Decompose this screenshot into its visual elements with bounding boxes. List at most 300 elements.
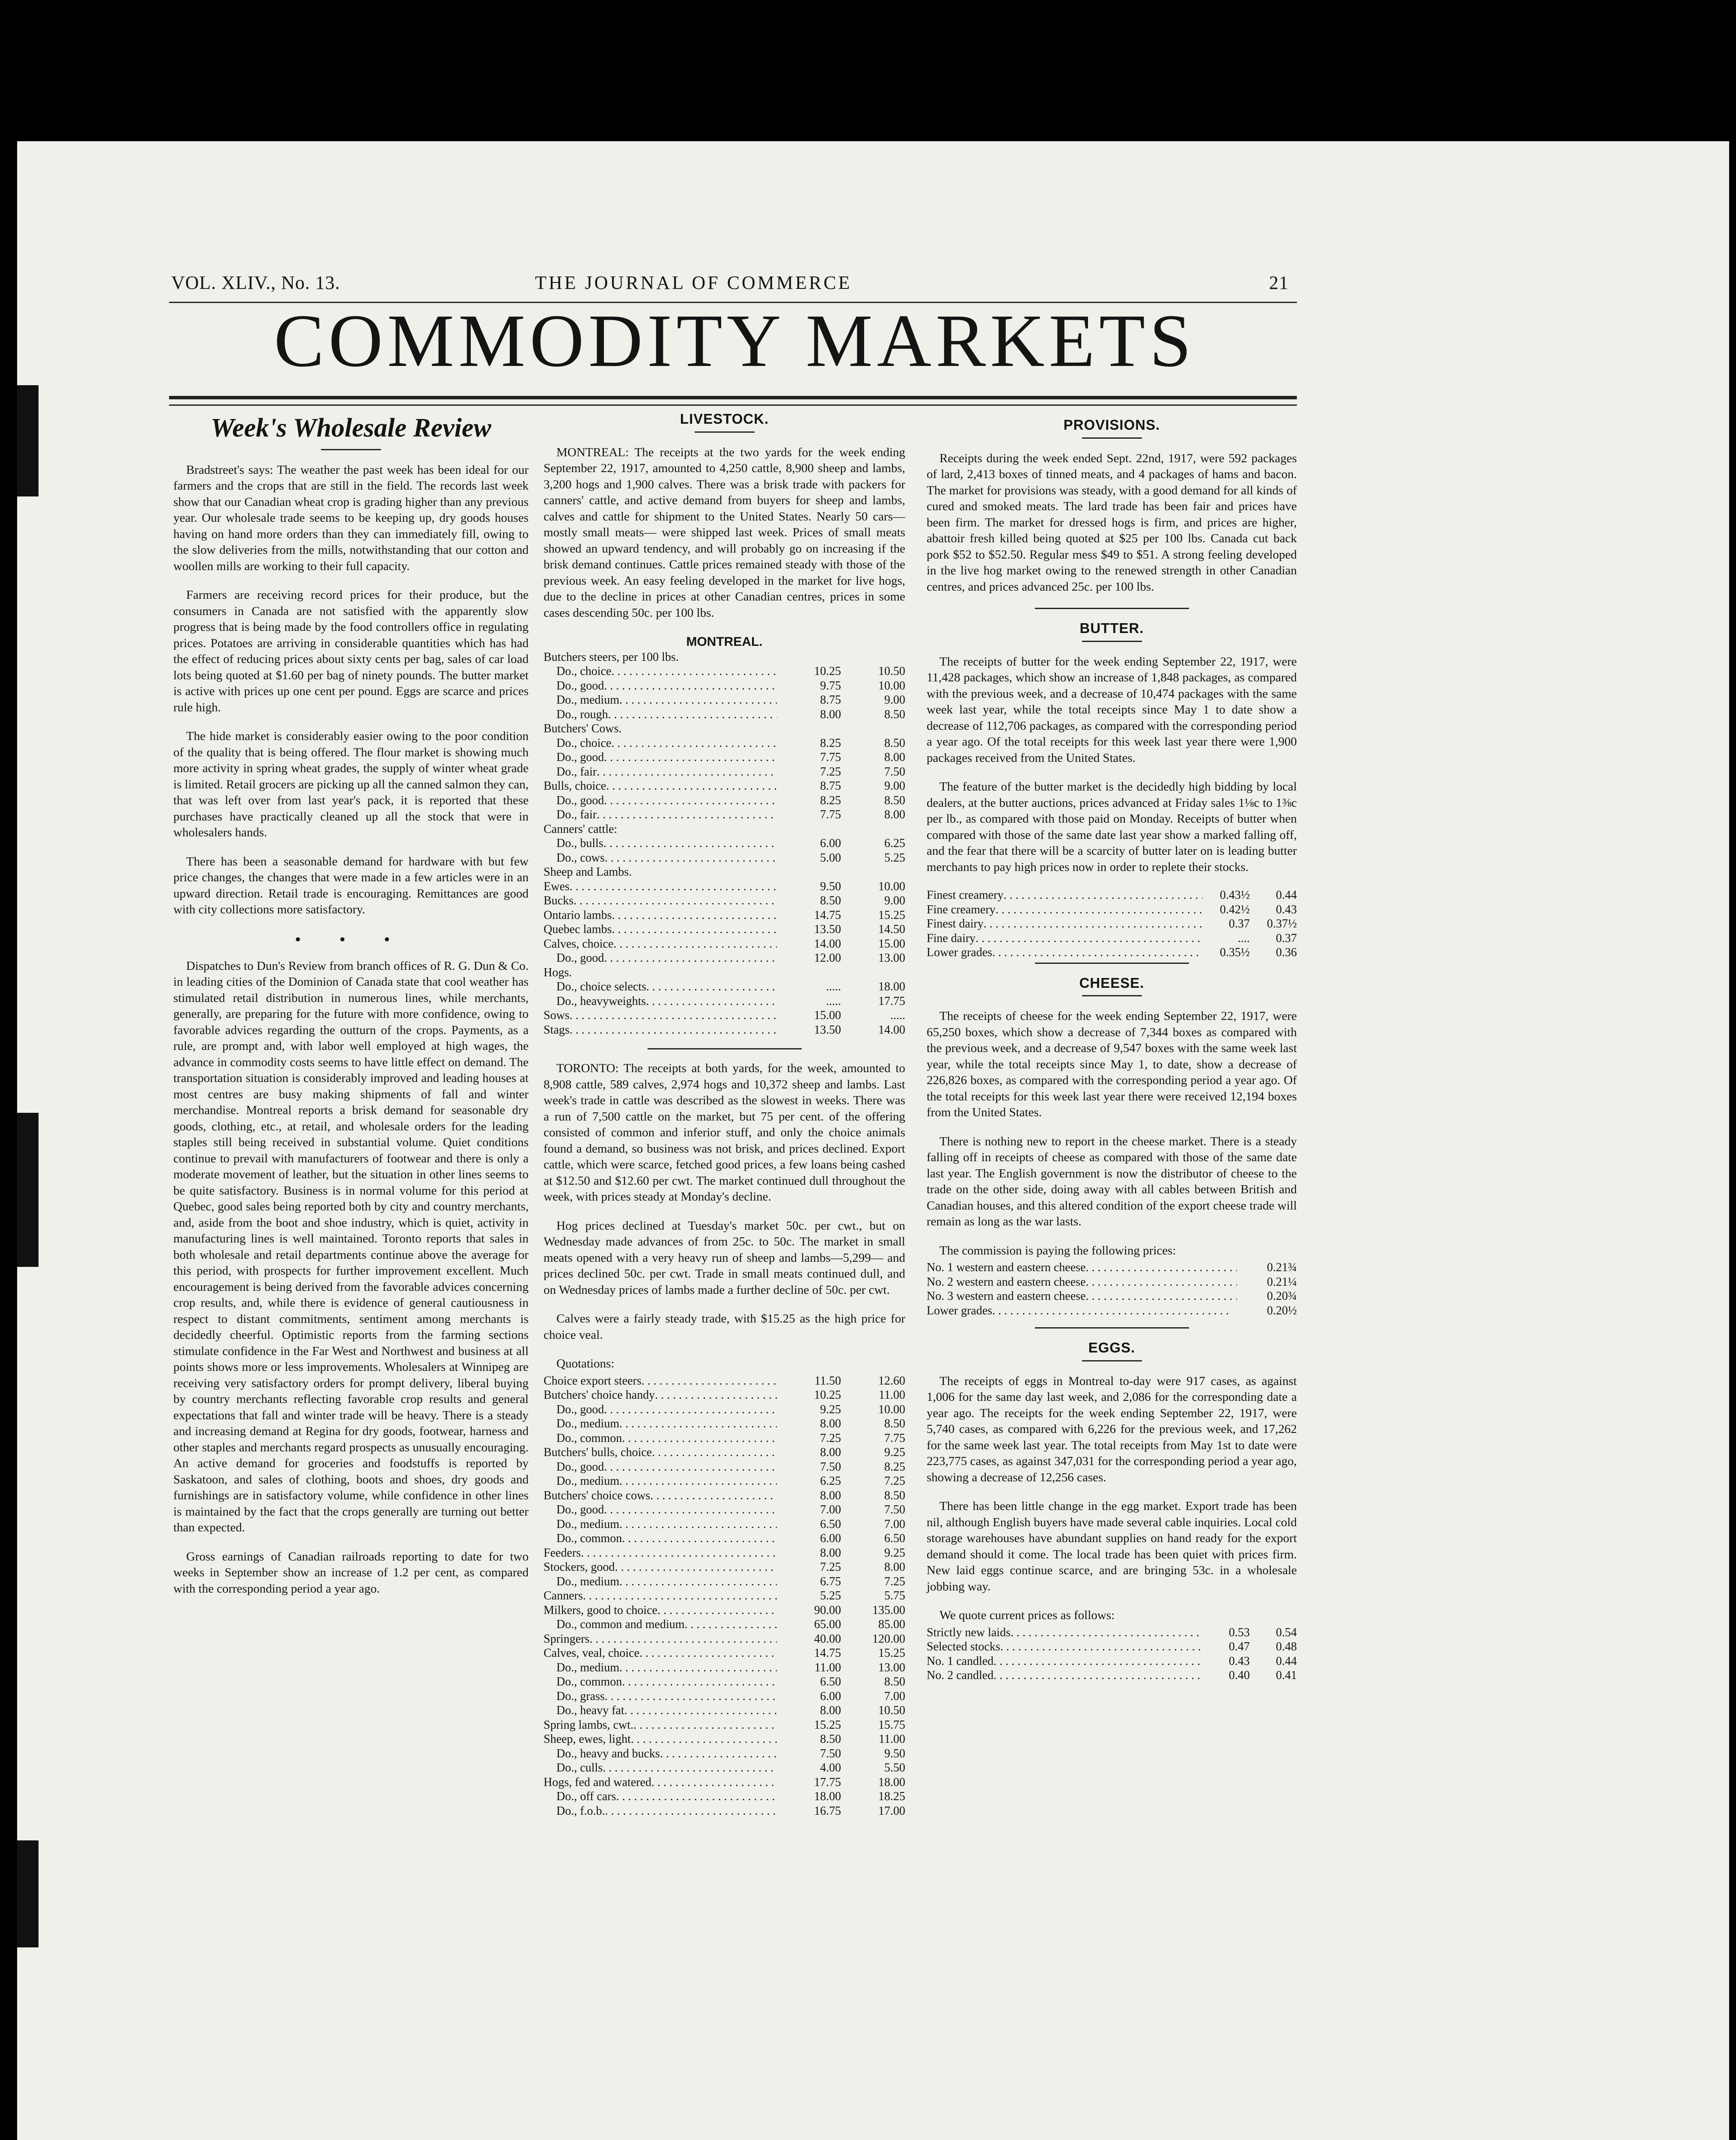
price-high: 9.00 — [884, 894, 905, 907]
row-label: Do., choice . . . — [544, 736, 777, 751]
price-low: 9.50 — [820, 880, 841, 893]
price-row — [927, 888, 1297, 903]
row-label: Stockers, good . . . — [544, 1560, 777, 1575]
price-row — [544, 951, 905, 966]
section-rule — [1035, 963, 1189, 964]
row-label: Do., culls . . . — [544, 1761, 777, 1775]
paragraph: The receipts of butter for the week ending September 22, 1917, were 11,428 packages, which show an increase of 1,848 packages, as compared with the previous week, and a decrease of 10,474 packages with the same week last year, while the total receipts since May 1 to date show a decrease of 112,706 packages, as compared with the corresponding period a year ago. Of the total receipts for this week last year there were 1,900 packages received from the United States. — [927, 654, 1297, 765]
price-row — [544, 1531, 905, 1546]
paragraph: Calves were a fairly steady trade, with $15.25 as the high price for choice veal. — [544, 1312, 905, 1342]
row-label: Do., grass . . . — [544, 1689, 777, 1704]
heading-rule — [1082, 437, 1142, 439]
price-low: 4.00 — [820, 1761, 841, 1774]
row-label: Fine dairy . . . — [927, 931, 1203, 946]
paragraph: Hog prices declined at Tuesday's market 50c. per cwt., but on Wednesday made advances of from 25c. to 50c. The market in small meats opened with a very heavy run of sheep and lambs—5,299— and prices declined 50c. per cwt. Trade in small meats continued dull, and on Wednesday prices of lambs made a further decline of 50c. per cwt. — [544, 1219, 905, 1297]
row-label: Quebec lambs . . . — [544, 922, 777, 937]
montreal-price-table — [544, 650, 905, 1037]
price-row — [544, 1431, 905, 1446]
row-label: No. 1 candled . . . — [927, 1654, 1203, 1669]
row-label: Do., medium . . . — [544, 1474, 777, 1489]
price-low: 40.00 — [814, 1632, 841, 1646]
price-low: 0.40 — [1229, 1669, 1250, 1682]
price-low: 8.00 — [820, 1417, 841, 1430]
row-label: Butchers' choice handy . . . — [544, 1388, 777, 1403]
row-label: Do., good . . . — [544, 951, 777, 966]
price-low: 0.43 — [1229, 1654, 1250, 1668]
row-label: No. 2 western and eastern cheese . . . — [927, 1275, 1237, 1290]
row-label: Calves, veal, choice . . . — [544, 1646, 777, 1661]
price-low: 8.50 — [820, 1733, 841, 1746]
butter-report — [927, 654, 1297, 876]
paragraph: There has been a seasonable demand for hardware with but few price changes, the changes that were made in a few articles were in an upward direction. Retail trade is encouraging. Remittances are good with city collections more satisfactory. — [173, 854, 529, 917]
row-label: Do., medium . . . — [544, 1661, 777, 1675]
price-low: 15.00 — [814, 1009, 841, 1022]
heading-rule — [321, 449, 381, 450]
price-high: 9.00 — [884, 693, 905, 707]
price-high: 15.25 — [878, 908, 905, 922]
paragraph: TORONTO: The receipts at both yards, for the week, amounted to 8,908 cattle, 589 calves, 2,974 hogs and 10,372 sheep and lambs. Last week's trade in cattle was described as the slowest in weeks. There was a run of 7,500 cattle on the market, but 75 per cent. of the offering consisted of common and inferior stuff, and only the choice animals found a demand, so business was not brisk, and prices declined. Export cattle, which were scarce, fetched good prices, a few loans being cashed at $12.50 and $12.60 per cwt. The market continued dull throughout the week, with prices steady at Monday's decline. — [544, 1061, 905, 1204]
price-low: 8.00 — [820, 1489, 841, 1502]
price-row — [544, 736, 905, 751]
row-label: Do., good . . . — [544, 750, 777, 765]
price-high: 0.43 — [1276, 903, 1297, 916]
price-low: 0.37 — [1229, 917, 1250, 930]
eggs-note: We quote current prices as follows: — [939, 1608, 1115, 1622]
price-high: 7.75 — [884, 1431, 905, 1445]
heading-rule — [1082, 641, 1142, 642]
price-row — [544, 664, 905, 679]
row-label: Sheep and Lambs. — [544, 865, 632, 879]
price-high: 8.50 — [884, 1417, 905, 1430]
price-high: 8.50 — [884, 794, 905, 807]
row-label: Do., medium . . . — [544, 1517, 777, 1532]
price-high: 8.00 — [884, 808, 905, 821]
price-low: 8.75 — [820, 779, 841, 793]
price-low: 8.00 — [820, 707, 841, 721]
livestock-column — [544, 411, 905, 1818]
price-row — [544, 894, 905, 908]
price-high: 10.00 — [878, 1403, 905, 1416]
price-row — [544, 1008, 905, 1023]
margin-mark — [17, 1840, 39, 1947]
price-low: 8.75 — [820, 693, 841, 707]
price-row — [544, 1789, 905, 1804]
price-row — [544, 1718, 905, 1733]
row-label: Do., cows . . . — [544, 851, 777, 865]
row-label: Spring lambs, cwt. . . . — [544, 1718, 777, 1733]
price-high: ..... — [890, 1009, 905, 1022]
row-label: Do., good . . . — [544, 1403, 777, 1417]
row-label: Selected stocks . . . — [927, 1640, 1203, 1654]
price-low: 5.25 — [820, 1589, 841, 1602]
row-label: Springers . . . — [544, 1632, 777, 1647]
price-high: 13.00 — [878, 1661, 905, 1674]
row-label: Sows . . . — [544, 1008, 777, 1023]
price-low: .... — [1238, 931, 1250, 945]
price-row — [544, 1374, 905, 1388]
price-row — [544, 1460, 905, 1474]
price-low: 6.50 — [820, 1517, 841, 1531]
row-label: Do., common . . . — [544, 1675, 777, 1689]
price-high: 8.50 — [884, 1489, 905, 1502]
row-label: Lower grades . . . — [927, 945, 1203, 960]
row-label: Finest dairy . . . — [927, 917, 1203, 931]
price-row — [927, 945, 1297, 960]
price-low: 0.43½ — [1220, 889, 1250, 902]
price-low: 0.35½ — [1220, 946, 1250, 959]
price-row — [544, 1732, 905, 1747]
price-high: 0.37½ — [1267, 917, 1297, 930]
price-high: 11.00 — [879, 1388, 905, 1402]
row-label: Do., f.o.b. . . . — [544, 1804, 777, 1819]
paragraph: Farmers are receiving record prices for their produce, but the consumers in Canada are not satisfied with the apparently slow progress that is being made by the food controllers office in regulating prices. Potatoes are arriving in considerable quantities which has had the effect of reducing prices about sixty cents per bag, sales of car load lots being quoted at $1.60 per bag of ninety pounds. The butter market is active with prices up one cent per pound. Eggs are scarce and prices rule high. — [173, 588, 529, 714]
row-label: Butchers' Cows. — [544, 722, 622, 735]
livestock-heading: LIVESTOCK. — [680, 411, 769, 427]
price-high: 15.00 — [878, 937, 905, 951]
price-high: 15.75 — [878, 1718, 905, 1732]
price-high: 11.00 — [879, 1733, 905, 1746]
price-high: 17.00 — [878, 1804, 905, 1818]
paragraph: Bradstreet's says: The weather the past week has been ideal for our farmers and the crops that are still in the field. The records last week show that our Canadian wheat crop is grading higher than any previous year. Our wholesale trade seems to be keeping up, dry goods houses having on hand more orders than they can immediately fill, owing to the slow deliveries from the mills, notwithstanding that our cotton and woollen mills are working to their full capacity. — [173, 463, 529, 573]
price-low: 8.25 — [820, 736, 841, 750]
price-high: 7.50 — [884, 1503, 905, 1516]
price-high: 14.00 — [878, 1023, 905, 1037]
row-label: Bulls, choice . . . — [544, 779, 777, 794]
montreal-subheading: MONTREAL. — [686, 635, 763, 649]
row-label: Do., heavyweights . . . — [544, 994, 777, 1009]
row-label: Stags . . . — [544, 1023, 777, 1037]
price-row — [544, 679, 905, 693]
price-row — [927, 1275, 1297, 1290]
price-low: ..... — [826, 994, 841, 1008]
row-label: Do., heavy and bucks . . . — [544, 1747, 777, 1761]
section-dots: • • • — [294, 929, 407, 949]
price-low: 17.75 — [814, 1775, 841, 1789]
row-label: Feeders . . . — [544, 1546, 777, 1560]
price-low: 13.50 — [814, 923, 841, 936]
price-row — [544, 779, 905, 794]
price-row — [927, 1654, 1297, 1669]
cheese-heading: CHEESE. — [1079, 975, 1144, 991]
row-label: Do., choice selects . . . — [544, 980, 777, 994]
page-banner: COMMODITY MARKETS — [274, 299, 1196, 383]
row-label: Canners . . . — [544, 1589, 777, 1603]
row-label: Do., common . . . — [544, 1531, 777, 1546]
price-low: 7.25 — [820, 1431, 841, 1445]
price-low: 6.75 — [820, 1575, 841, 1588]
provisions-heading: PROVISIONS. — [1063, 417, 1160, 433]
price-high: 7.25 — [884, 1474, 905, 1488]
price-row — [544, 1445, 905, 1460]
price-high: 7.50 — [884, 765, 905, 779]
row-label: Sheep, ewes, light . . . — [544, 1732, 777, 1747]
banner-rule-thin — [169, 404, 1297, 406]
toronto-price-table — [544, 1374, 905, 1819]
price-low: 8.25 — [820, 794, 841, 807]
price-low: 6.50 — [820, 1675, 841, 1688]
price-high: 8.50 — [884, 736, 905, 750]
price-low: 0.47 — [1229, 1640, 1250, 1653]
quotations-label: Quotations: — [556, 1357, 615, 1370]
row-label: Do., choice . . . — [544, 664, 777, 679]
price-high: 135.00 — [872, 1603, 905, 1617]
montreal-report: MONTREAL: The receipts at the two yards for the week ending September 22, 1917, amounted to 4,250 cattle, 8,900 sheep and lambs, 3,200 hogs and 1,900 calves. There was a brisk trade with packers for canners' cattle, and active demand from buyers for sheep and lambs, calves and cattle for shipment to the United States. Nearly 50 cars—mostly small meats— were shipped last week. Prices of small meats showed an upward tendency, and will probably go on increasing if the brisk demand continues. Cattle prices remained steady with those of the previous week. An easy feeling developed in the market for live hogs, due to the decline in prices at other Canadian centres, prices in some cases descending 50c. per 100 lbs. — [544, 445, 905, 620]
price-high: 9.00 — [884, 779, 905, 793]
price-high: 7.00 — [884, 1689, 905, 1703]
price: 0.20½ — [1267, 1304, 1297, 1317]
row-label: Calves, choice . . . — [544, 937, 777, 951]
margin-mark — [17, 385, 39, 496]
cheese-report — [927, 1008, 1297, 1230]
price-low: 7.75 — [820, 751, 841, 764]
price-row — [927, 903, 1297, 917]
price-row — [544, 1703, 905, 1718]
price-low: 7.50 — [820, 1747, 841, 1760]
price-row — [544, 865, 905, 880]
section-rule — [1035, 608, 1189, 609]
price-row — [544, 980, 905, 994]
price-low: 13.50 — [814, 1023, 841, 1037]
price-row — [544, 1589, 905, 1603]
price-high: 0.37 — [1276, 931, 1297, 945]
journal-title: THE JOURNAL OF COMMERCE — [535, 272, 852, 293]
price-high: 8.00 — [884, 751, 905, 764]
price-high: 0.44 — [1276, 1654, 1297, 1668]
paragraph: The hide market is considerably easier owing to the poor condition of the quality that is being offered. The flour market is showing much more activity in spring wheat grades, the supply of winter wheat grade is limited. Retail grocers are picking up all the canned salmon they can, that was left over from last year's pack, it is reported that these purchases have practically cleaned up all the stock that were in wholesalers hands. — [173, 729, 529, 840]
volume-number: VOL. XLIV., No. 13. — [171, 272, 340, 293]
price-low: 0.53 — [1229, 1626, 1250, 1639]
butter-heading: BUTTER. — [1079, 620, 1144, 636]
price-row — [544, 722, 905, 736]
paragraph: Dispatches to Dun's Review from branch offices of R. G. Dun & Co. in leading cities of the Dominion of Canada state that cool weather has stimulated retail distribution in numerous lines, while merchants, generally, are preparing for the future with more confidence, owing to favorable advices regarding the outturn of the crops. Payments, as a rule, are prompt and, with labor well employed at high wages, the advance in commodity costs seems to have little effect on demand. The transportation situation is considerably improved and leading houses at most centres are busy making shipments of fall and winter merchandise. Montreal reports a brisk demand for seasonable dry goods, clothing, etc., at retail, and wholesale orders for the leading staples still being received in substantial volume. Quiet conditions continue to prevail with manufacturers of footwear and there is only a moderate movement of leather, but the situation in other lines seems to be quite satisfactory. Business is in normal volume for this period at Quebec, good sales being reported both by city and country merchants, and, aside from the boot and shoe industry, which is quiet, activity in manufacturing lines is well maintained. Toronto reports that sales in both wholesale and retail departments continue above the average for this period, with prospects for further improvement excellent. Much encouragement is being derived from the favorable advices concerning crop results, and, while there is evidence of general cautiousness in respect to distant commitments, sentiment among merchants is decidedly cheerful. Optimistic reports from the farming sections stimulate confidence in the Far West and Northwest and business at all points shows more or less improvements. Wholesalers at Winnipeg are receiving very satisfactory orders for prompt delivery, liberal buying by country merchants reflecting favorable crop results and general expectations that fall and winter trade will be heavy. There is a steady and increasing demand at Regina for dry goods, footwear, harness and other staples and merchants regard prospects as unusually encouraging. An active demand for groceries and foodstuffs is reported by Saskatoon, and sales of clothing, boots and shoes, dry goods and furnishings are in satisfactory volume, while confidence in other lines is maintained by the fact that the crops generally are turning out better than expected. — [173, 959, 529, 1535]
provisions-column — [927, 411, 1297, 1683]
price-low: 90.00 — [814, 1603, 841, 1617]
price-high: 120.00 — [872, 1632, 905, 1646]
price-low: 18.00 — [814, 1790, 841, 1803]
price-low: 7.50 — [820, 1460, 841, 1474]
paragraph: The feature of the butter market is the decidedly high bidding by local dealers, at the butter auctions, prices advanced at Friday sales 1⅛c to 1⅜c per lb., as compared with those paid on Monday. Receipts of butter when compared with those of the same date last year show a marked falling off, and the fear that there will be a scarcity of butter later on is leading butter merchants to pay high prices now in order to replete their stocks. — [927, 780, 1297, 874]
price-low: 6.00 — [820, 837, 841, 850]
price-row — [544, 1603, 905, 1618]
paragraph: The receipts of eggs in Montreal to-day were 917 cases, as against 1,006 for the same day last week, and 2,086 for the corresponding date a year ago. The receipts for the week ending September 22, 1917, were 5,740 cases, as compared with 6,226 for the previous week, and 17,262 for the same week last year. The total receipts from May 1st to date were 223,775 cases, as against 347,031 for the corresponding period a year ago, showing a decrease of 12,256 cases. — [927, 1374, 1297, 1484]
price-row — [544, 836, 905, 851]
price-high: 17.75 — [878, 994, 905, 1008]
price-low: 11.00 — [814, 1661, 841, 1674]
review-paragraphs-2 — [173, 958, 529, 1597]
price-high: 85.00 — [878, 1618, 905, 1631]
row-label: Lower grades . . . — [927, 1304, 1237, 1318]
price-row — [544, 1503, 905, 1517]
price-high: 12.60 — [878, 1374, 905, 1388]
price-row — [544, 908, 905, 923]
price-row — [927, 917, 1297, 931]
row-label: Do., rough . . . — [544, 707, 777, 722]
paragraph: There is nothing new to report in the cheese market. There is a steady falling off in receipts of cheese as compared with those of the same date last year. The English government is now the distributor of cheese to the trade on the other side, doing away with all cables between British and Canadian houses, and this altered condition of the export cheese trade will remain as long as the war lasts. — [927, 1134, 1297, 1228]
price-row — [927, 1640, 1297, 1654]
price-row — [544, 937, 905, 951]
review-column — [173, 411, 529, 1610]
price-row — [544, 1560, 905, 1575]
row-label: Do., medium . . . — [544, 693, 777, 707]
price-row — [544, 1474, 905, 1489]
price-low: 7.75 — [820, 808, 841, 821]
price-row — [544, 994, 905, 1009]
price-low: 9.25 — [820, 1403, 841, 1416]
eggs-price-table — [927, 1626, 1297, 1683]
price-row — [544, 1546, 905, 1560]
heading-rule — [1082, 1360, 1142, 1361]
price-row — [927, 1626, 1297, 1640]
row-label: Hogs, fed and watered . . . — [544, 1775, 777, 1790]
price-row — [927, 1304, 1297, 1318]
price-row — [544, 1646, 905, 1661]
price-row — [927, 1289, 1297, 1304]
price-row — [544, 1023, 905, 1037]
price-high: 0.48 — [1276, 1640, 1297, 1653]
price-row — [544, 750, 905, 765]
price-low: 10.25 — [814, 665, 841, 678]
price-row — [544, 1403, 905, 1417]
price: 0.21¼ — [1267, 1275, 1297, 1289]
price-high: 13.00 — [878, 951, 905, 965]
price-high: 5.50 — [884, 1761, 905, 1774]
price-high: 10.50 — [878, 665, 905, 678]
page-number: 21 — [1269, 272, 1289, 293]
price-low: 8.00 — [820, 1546, 841, 1560]
row-label: Do., good . . . — [544, 794, 777, 808]
price-low: 9.75 — [820, 679, 841, 693]
price-high: 10.00 — [878, 679, 905, 693]
row-label: No. 3 western and eastern cheese . . . — [927, 1289, 1237, 1304]
row-label: Do., good . . . — [544, 1503, 777, 1517]
price-low: 15.25 — [814, 1718, 841, 1732]
price-row — [544, 808, 905, 822]
row-label: Bucks . . . — [544, 894, 777, 908]
price-low: 6.00 — [820, 1532, 841, 1545]
price-row — [544, 1388, 905, 1403]
row-label: Do., common . . . — [544, 1431, 777, 1446]
row-label: Milkers, good to choice . . . — [544, 1603, 777, 1618]
price-row — [927, 931, 1297, 946]
price-high: 14.50 — [878, 923, 905, 936]
price-high: 8.50 — [884, 707, 905, 721]
price-row — [544, 707, 905, 722]
price-low: 6.25 — [820, 1474, 841, 1488]
row-label: Strictly new laids . . . — [927, 1626, 1203, 1640]
row-label: Butchers' choice cows . . . — [544, 1489, 777, 1503]
price-row — [544, 693, 905, 707]
price-high: 7.00 — [884, 1517, 905, 1531]
row-label: Finest creamery . . . — [927, 888, 1203, 903]
banner-rule-thick — [169, 396, 1297, 399]
price-high: 8.25 — [884, 1460, 905, 1474]
cheese-price-table — [927, 1260, 1297, 1318]
price-row — [927, 1260, 1297, 1275]
price-high: 0.44 — [1276, 889, 1297, 902]
row-label: Ontario lambs . . . — [544, 908, 777, 923]
row-label: Choice export steers . . . — [544, 1374, 777, 1388]
price-row — [544, 1804, 905, 1819]
row-label: Ewes . . . — [544, 880, 777, 894]
price-low: 10.25 — [814, 1388, 841, 1402]
price-row — [544, 1747, 905, 1761]
price-row — [544, 880, 905, 894]
price-high: 7.25 — [884, 1575, 905, 1588]
review-paragraphs — [173, 462, 529, 918]
price-high: 6.50 — [884, 1532, 905, 1545]
provisions-report: Receipts during the week ended Sept. 22nd, 1917, were 592 packages of lard, 2,413 boxes of tinned meats, and 4 packages of hams and bacon. The market for provisions was steady, with a good demand for all kinds of cured and smoked meats. The lard trade has been fair and prices have been firm. The market for dressed hogs is firm, and prices are higher, abattoir fresh killed being quoted at $25 per 100 lbs. Canada cut back pork $52 to $52.50. Regular mess $49 to $51. A strong feeling developed in the live hog market owing to the renewed strength in other Canadian centres, and prices advanced 25c. per 100 lbs. — [927, 451, 1297, 594]
price-high: 18.25 — [878, 1790, 905, 1803]
row-label: Do., bulls . . . — [544, 836, 777, 851]
price-row — [544, 1761, 905, 1775]
price-low: 6.00 — [820, 1689, 841, 1703]
row-label: Butchers' bulls, choice . . . — [544, 1445, 777, 1460]
price-row — [544, 1689, 905, 1704]
price-row — [544, 922, 905, 937]
cheese-note: The commission is paying the following prices: — [939, 1243, 1176, 1257]
price-row — [544, 1775, 905, 1790]
price-low: 16.75 — [814, 1804, 841, 1818]
row-label: Do., fair . . . — [544, 808, 777, 822]
toronto-report — [544, 1061, 905, 1343]
paragraph: Gross earnings of Canadian railroads reporting to date for two weeks in September show an increase of 1.2 per cent, as compared with the corresponding period a year ago. — [173, 1549, 529, 1596]
price-low: 8.00 — [820, 1446, 841, 1459]
price-high: 5.75 — [884, 1589, 905, 1602]
price-low: 8.00 — [820, 1704, 841, 1717]
price-row — [544, 650, 905, 665]
section-rule — [648, 1048, 802, 1049]
row-label: No. 1 western and eastern cheese . . . — [927, 1260, 1237, 1275]
row-label: Do., off cars . . . — [544, 1789, 777, 1804]
price-high: 18.00 — [878, 980, 905, 993]
row-label: Do., common and medium . . . — [544, 1617, 777, 1632]
price: 0.20¾ — [1267, 1290, 1297, 1303]
price-high: 10.50 — [878, 1704, 905, 1717]
price-low: 14.75 — [814, 1647, 841, 1660]
price-row — [544, 851, 905, 865]
section-rule — [1035, 1327, 1189, 1329]
price-row — [544, 765, 905, 779]
row-label: Do., good . . . — [544, 679, 777, 693]
row-label: Do., heavy fat . . . — [544, 1703, 777, 1718]
price-low: 8.50 — [820, 894, 841, 907]
row-label: Do., good . . . — [544, 1460, 777, 1474]
price-row — [544, 966, 905, 980]
row-label: Canners' cattle: — [544, 822, 618, 836]
price-row — [544, 1617, 905, 1632]
price-high: 5.25 — [884, 851, 905, 865]
eggs-report — [927, 1373, 1297, 1595]
row-label: Fine creamery . . . — [927, 903, 1203, 917]
price-high: 10.00 — [878, 880, 905, 893]
price-high: 8.50 — [884, 1675, 905, 1688]
row-label: Butchers steers, per 100 lbs. — [544, 650, 679, 664]
price-high: 0.36 — [1276, 946, 1297, 959]
heading-rule — [1082, 995, 1142, 996]
price-low: 7.25 — [820, 765, 841, 779]
row-label: No. 2 candled . . . — [927, 1668, 1203, 1683]
price-low: 7.25 — [820, 1560, 841, 1574]
paragraph: There has been little change in the egg market. Export trade has been nil, although English buyers have made several cable inquiries. Local cold storage warehouses have abundant supplies on hand ready for the export demand should it come. The local trade has been quiet with prices firm. New laid eggs continue scarce, and are bringing 53c. in a wholesale jobbing way. — [927, 1499, 1297, 1593]
review-heading: Week's Wholesale Review — [211, 413, 491, 443]
price-row — [544, 1417, 905, 1431]
price-low: 11.50 — [814, 1374, 841, 1388]
eggs-heading: EGGS. — [1088, 1340, 1136, 1355]
row-label: Do., medium . . . — [544, 1575, 777, 1589]
price-low: 0.42½ — [1220, 903, 1250, 916]
price-low: 12.00 — [814, 951, 841, 965]
margin-mark — [17, 1113, 39, 1267]
